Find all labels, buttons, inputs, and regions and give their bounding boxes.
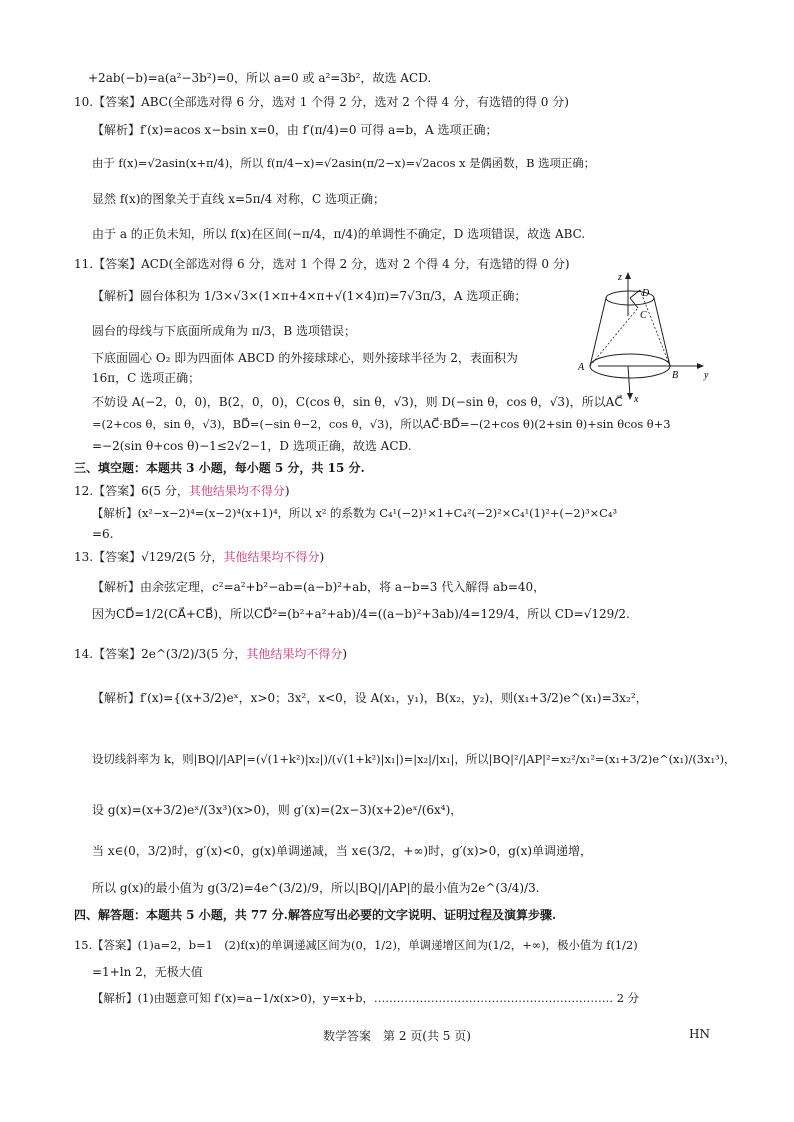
text-line-l23 [92,751,735,767]
line-text: 【解析】f′(x)=acos x−bsin x=0，由 f′(π/4)=0 可得 a=b，A 选项正确； [92,123,498,137]
line-text: 因为CD⃗=1/2(CA⃗+CB⃗)，所以CD⃗²=(b²+a²+ab)/4=((a−b)²+3ab)/4=129/4，所以 CD=√129/2. [92,607,630,621]
line-text: 三、填空题：本题共 3 小题，每小题 5 分，共 15 分. [74,461,365,475]
text-line-l18 [74,549,324,565]
text-line-l21 [74,646,347,662]
line-text: 14.【答案】2e^(3/2)/3(5 分， [74,647,247,661]
label-x: x [634,394,639,405]
text-line-l19 [92,579,545,595]
line-text: 当 x∈(0，3/2)时，g′(x)<0，g(x)单调递减，当 x∈(3/2，+∞)时，g′(x)>0，g(x)单调递增， [92,844,593,858]
label-c: C [640,310,647,321]
closing-paren: ) [319,550,325,564]
text-line-l14 [74,460,365,476]
line-text: 【解析】(x²−x−2)⁴=(x−2)⁴(x+1)⁴，所以 x² 的系数为 C₄¹(−2)¹×1+C₄²(−2)²×C₄¹(1)²+(−2)³×C₄³ [92,506,618,520]
text-line-l11 [92,394,623,410]
line-text: 15.【答案】(1)a=2，b=1 (2)f(x)的单调递减区间为(0，1/2)，单调递增区间为(1/2，+∞)，极小值为 f(1/2) [74,938,638,952]
text-line-l2 [92,122,498,138]
line-text: 圆台的母线与下底面所成角为 π/3，B 选项错误； [92,324,357,338]
text-line-l5 [92,226,585,242]
line-text: 所以 g(x)的最小值为 g(3/2)=4e^(3/2)/9，所以|BQ|/|AP|的最小值为2e^(3/4)/3. [92,881,540,895]
line-text: 四、解答题：本题共 5 小题，共 77 分.解答应写出必要的文字说明、证明过程及演算步骤. [74,908,557,922]
line-text: =−2(sin θ+cos θ)−1≤2√2−1，D 选项正确，故选 ACD. [92,439,412,453]
label-y: y [704,370,709,381]
text-line-l17 [92,526,114,542]
text-line-l1 [74,94,569,110]
line-text: +2ab(−b)=a(a²−3b²)=0，所以 a=0 或 a²=3b²，故选 ACD. [88,71,432,85]
text-line-l30 [92,990,639,1006]
text-line-l4 [92,191,385,207]
line-text: 【解析】f′(x)={(x+3/2)eˣ，x>0；3x²，x<0，设 A(x₁，y₁)，B(x₂，y₂)，则(x₁+3/2)e^(x₁)=3x₂²， [92,691,648,705]
text-line-l25 [92,843,592,859]
text-line-l16 [92,505,617,521]
line-text: 11.【答案】ACD(全部选对得 6 分，选对 1 个得 2 分，选对 2 个得 4 分，有选错的得 0 分) [74,257,570,271]
line-text: 显然 f(x)的图象关于直线 x=5π/4 对称，C 选项正确； [92,192,386,206]
line-text: =1+ln 2，无极大值 [92,965,203,979]
line-text: 由于 a 的正负未知，所以 f(x)在区间(−π/4，π/4)的单调性不确定，D 选项错误，故选 ABC. [92,227,586,241]
line-text: 由于 f(x)=√2asin(x+π/4)，所以 f(π/4−x)=√2asin(π/2−x)=√2acos x 是偶函数，B 选项正确； [92,156,596,170]
grading-note: 其他结果均不得分 [188,484,285,498]
text-line-l9 [92,350,518,366]
text-line-l29 [92,964,203,980]
line-text: 【解析】(1)由题意可知 f′(x)=a−1/x(x>0)，y=x+b，……………………………………………………… 2 分 [92,991,639,1005]
text-line-l7 [92,288,526,304]
label-b: B [672,370,679,381]
line-text: =(2+cos θ，sin θ，√3)，BD⃗=(−sin θ−2，cos θ，√3)，所以AC⃗·BD⃗=−(2+cos θ)(2+sin θ)+sin θcos θ+3 [92,417,671,431]
text-line-l15 [74,483,290,499]
label-d: D [642,288,650,299]
closing-paren: ) [284,484,290,498]
text-line-l26 [92,880,540,896]
text-line-l13 [92,438,412,454]
line-text: 不妨设 A(−2，0，0)，B(2，0，0)，C(cos θ，sin θ，√3)，则 D(−sin θ，cos θ，√3)，所以AC⃗ [92,395,623,409]
text-line-l28 [74,937,638,953]
footer-region-code: HN [689,1027,710,1041]
text-line-l3 [92,155,595,171]
grading-note: 其他结果均不得分 [223,550,320,564]
text-line-l6 [74,256,570,272]
line-text: 13.【答案】√129/2(5 分， [74,550,224,564]
line-text: 10.【答案】ABC(全部选对得 6 分，选对 1 个得 2 分，选对 2 个得 4 分，有选错的得 0 分) [74,95,569,109]
closing-paren: ) [342,647,348,661]
line-text: 设切线斜率为 k，则|BQ|/|AP|=(√(1+k²)|x₂|)/(√(1+k²)|x₁|)=|x₂|/|x₁|，所以|BQ|²/|AP|²=x₂²/x₁²=(x₁+3/2)e^(x₁)/(3x₁³)， [92,752,736,766]
label-a: A [578,362,585,373]
line-text: 下底面圆心 O₂ 即为四面体 ABCD 的外接球球心，则外接球半径为 2，表面积为 [92,351,518,365]
text-line-l24 [92,802,462,818]
text-line-l20 [92,606,630,622]
line-text: =6. [92,527,114,541]
text-line-l0 [88,70,431,86]
footer-page-number: 数学答案 第 2 页(共 5 页) [323,1029,471,1043]
line-text: 12.【答案】6(5 分， [74,484,189,498]
grading-note: 其他结果均不得分 [246,647,343,661]
line-text: 16π，C 选项正确； [92,371,201,385]
text-line-l12 [92,416,670,432]
x-axis [628,366,630,396]
label-z: z [618,272,622,283]
text-line-l10 [92,370,200,386]
frustum-figure [578,268,718,408]
line-text: 【解析】由余弦定理，c²=a²+b²−ab=(a−b)²+ab，将 a−b=3 代入解得 ab=40， [92,580,546,594]
text-line-l8 [92,323,356,339]
text-line-l22 [92,690,648,706]
line-text: 设 g(x)=(x+3/2)eˣ/(3x³)(x>0)，则 g′(x)=(2x−3)(x+2)eˣ/(6x⁴)， [92,803,463,817]
line-text: 【解析】圆台体积为 1/3×√3×(1×π+4×π+√(1×4)π)=7√3π/3，A 选项正确； [92,289,527,303]
text-line-l27 [74,907,556,923]
